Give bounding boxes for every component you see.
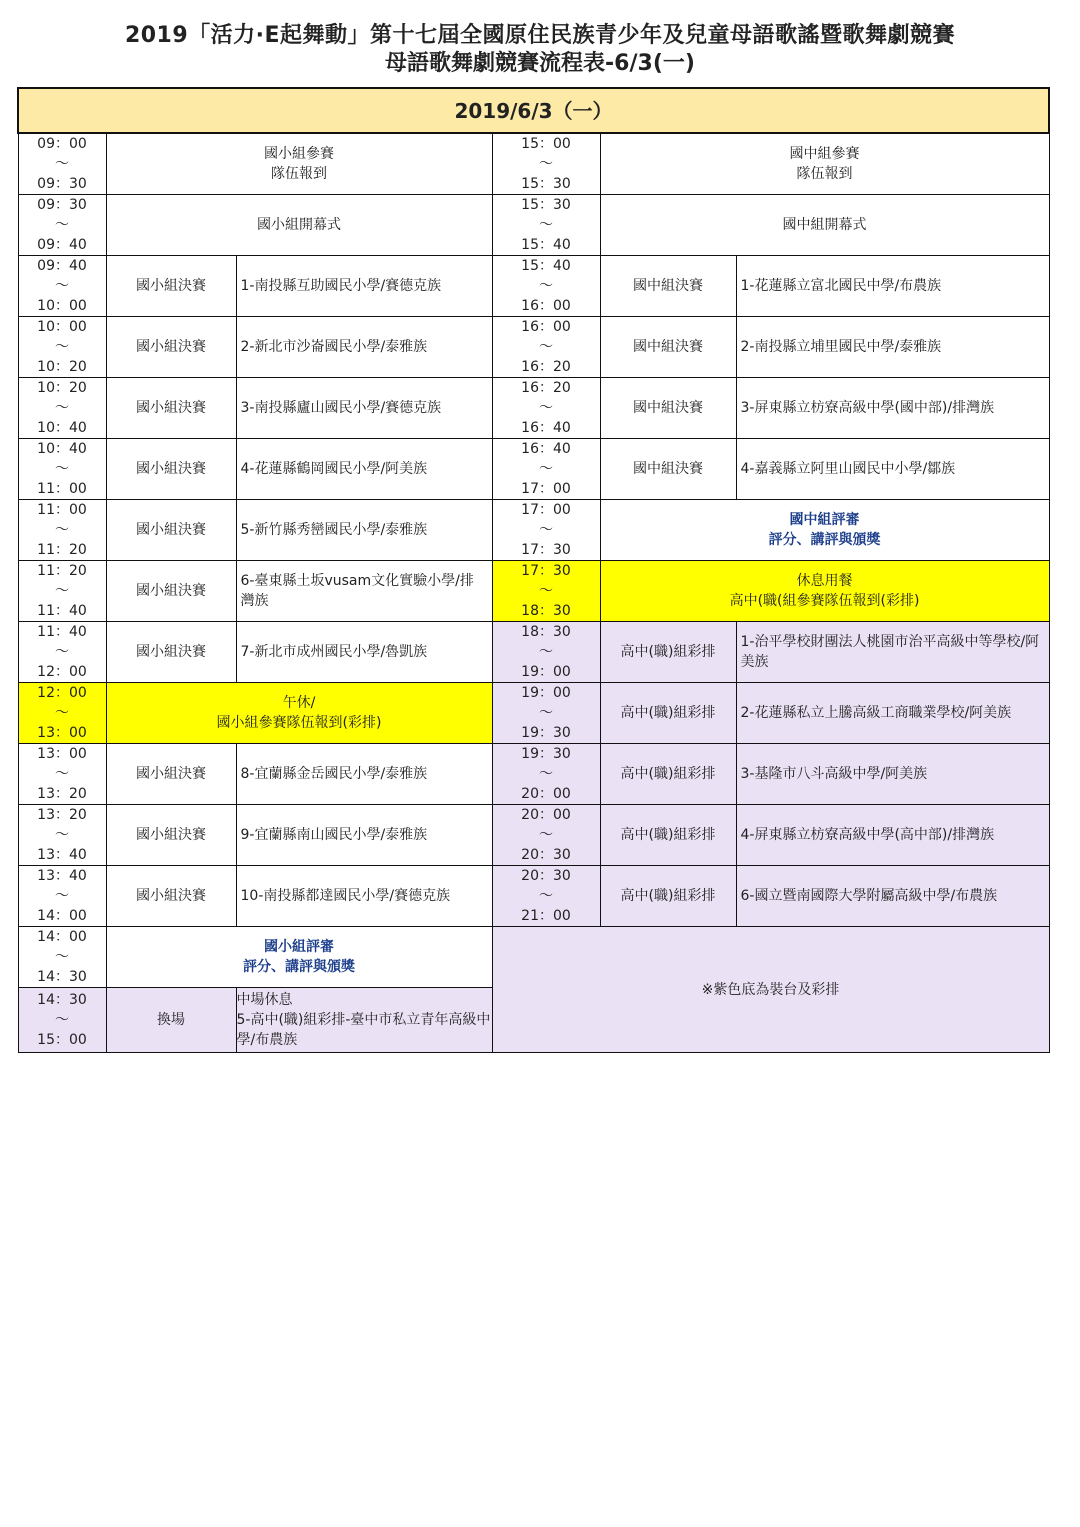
team-cell: 5-新竹縣秀巒國民小學/泰雅族 xyxy=(236,500,492,561)
judging-cell: 國中組評審 評分、講評與頒獎 xyxy=(600,500,1049,561)
category-cell: 國小組決賽 xyxy=(106,561,236,622)
category-cell: 國中組決賽 xyxy=(600,317,736,378)
category-cell: 高中(職)組彩排 xyxy=(600,805,736,866)
time-cell: 11：40 ～ 12：00 xyxy=(18,622,106,683)
team-cell: 2-新北市沙崙國民小學/泰雅族 xyxy=(236,317,492,378)
team-cell: 4-屏東縣立枋寮高級中學(高中部)/排灣族 xyxy=(736,805,1049,866)
team-cell: 2-南投縣立埔里國民中學/泰雅族 xyxy=(736,317,1049,378)
category-cell: 國小組決賽 xyxy=(106,256,236,317)
category-cell: 換場 xyxy=(106,988,236,1053)
team-cell: 3-基隆市八斗高級中學/阿美族 xyxy=(736,744,1049,805)
team-cell: 中場休息 5-高中(職)組彩排-臺中市私立青年高級中學/布農族 xyxy=(236,988,492,1053)
team-cell: 1-南投縣互助國民小學/賽德克族 xyxy=(236,256,492,317)
time-cell: 13：00 ～ 13：20 xyxy=(18,744,106,805)
time-cell: 09：40 ～ 10：00 xyxy=(18,256,106,317)
category-cell: 國小組決賽 xyxy=(106,439,236,500)
time-cell: 19：00 ～ 19：30 xyxy=(492,683,600,744)
category-cell: 國中組決賽 xyxy=(600,439,736,500)
team-cell: 1-治平學校財團法人桃園市治平高級中等學校/阿美族 xyxy=(736,622,1049,683)
time-cell: 10：00 ～ 10：20 xyxy=(18,317,106,378)
title-line-2: 母語歌舞劇競賽流程表-6/3(一) xyxy=(385,51,695,76)
time-cell: 09：00 ～ 09：30 xyxy=(18,133,106,195)
team-cell: 8-宜蘭縣金岳國民小學/泰雅族 xyxy=(236,744,492,805)
team-cell: 7-新北市成州國民小學/魯凱族 xyxy=(236,622,492,683)
time-cell: 15：40 ～ 16：00 xyxy=(492,256,600,317)
time-cell: 09：30 ～ 09：40 xyxy=(18,195,106,256)
break-cell: 午休/ 國小組參賽隊伍報到(彩排) xyxy=(106,683,492,744)
title-line-1: 2019「活力·E起舞動」第十七屆全國原住民族青少年及兒童母語歌謠暨歌舞劇競賽 xyxy=(124,23,956,48)
category-cell: 國小組決賽 xyxy=(106,500,236,561)
category-cell: 國小組決賽 xyxy=(106,378,236,439)
team-cell: 3-屏東縣立枋寮高級中學(國中部)/排灣族 xyxy=(736,378,1049,439)
category-cell: 國中組決賽 xyxy=(600,378,736,439)
time-cell: 11：00 ～ 11：20 xyxy=(18,500,106,561)
team-cell: 10-南投縣都達國民小學/賽德克族 xyxy=(236,866,492,927)
time-cell: 10：40 ～ 11：00 xyxy=(18,439,106,500)
legend-note: ※紫色底為裝台及彩排 xyxy=(492,927,1049,1053)
team-cell: 1-花蓮縣立富北國民中學/布農族 xyxy=(736,256,1049,317)
team-cell: 4-嘉義縣立阿里山國民中小學/鄒族 xyxy=(736,439,1049,500)
category-cell: 高中(職)組彩排 xyxy=(600,744,736,805)
merged-event-cell: 國中組參賽 隊伍報到 xyxy=(600,133,1049,195)
team-cell: 3-南投縣廬山國民小學/賽德克族 xyxy=(236,378,492,439)
category-cell: 國小組決賽 xyxy=(106,622,236,683)
time-cell: 20：00 ～ 20：30 xyxy=(492,805,600,866)
time-cell: 10：20 ～ 10：40 xyxy=(18,378,106,439)
time-cell: 12：00 ～ 13：00 xyxy=(18,683,106,744)
merged-event-cell: 國小組參賽 隊伍報到 xyxy=(106,133,492,195)
category-cell: 國小組決賽 xyxy=(106,317,236,378)
time-cell: 15：00 ～ 15：30 xyxy=(492,133,600,195)
time-cell: 20：30 ～ 21：00 xyxy=(492,866,600,927)
team-cell: 9-宜蘭縣南山國民小學/泰雅族 xyxy=(236,805,492,866)
category-cell: 高中(職)組彩排 xyxy=(600,683,736,744)
schedule-table xyxy=(17,87,1050,1053)
time-cell: 13：40 ～ 14：00 xyxy=(18,866,106,927)
time-cell: 17：00 ～ 17：30 xyxy=(492,500,600,561)
category-cell: 國小組決賽 xyxy=(106,744,236,805)
category-cell: 國小組決賽 xyxy=(106,805,236,866)
time-cell: 17：30 ～ 18：30 xyxy=(492,561,600,622)
judging-cell: 國小組評審 評分、講評與頒獎 xyxy=(106,927,492,988)
time-cell: 16：40 ～ 17：00 xyxy=(492,439,600,500)
category-cell: 國小組決賽 xyxy=(106,866,236,927)
merged-event-cell: 國中組開幕式 xyxy=(600,195,1049,256)
category-cell: 高中(職)組彩排 xyxy=(600,622,736,683)
team-cell: 2-花蓮縣私立上騰高級工商職業學校/阿美族 xyxy=(736,683,1049,744)
team-cell: 4-花蓮縣鶴岡國民小學/阿美族 xyxy=(236,439,492,500)
team-cell: 6-臺東縣土坂vusam文化實驗小學/排灣族 xyxy=(236,561,492,622)
date-header: 2019/6/3（一） xyxy=(18,88,1049,133)
time-cell: 16：00 ～ 16：20 xyxy=(492,317,600,378)
team-cell: 6-國立暨南國際大學附屬高級中學/布農族 xyxy=(736,866,1049,927)
time-cell: 15：30 ～ 15：40 xyxy=(492,195,600,256)
break-cell: 休息用餐 高中(職(組參賽隊伍報到(彩排) xyxy=(600,561,1049,622)
category-cell: 高中(職)組彩排 xyxy=(600,866,736,927)
time-cell: 13：20 ～ 13：40 xyxy=(18,805,106,866)
category-cell: 國中組決賽 xyxy=(600,256,736,317)
time-cell: 19：30 ～ 20：00 xyxy=(492,744,600,805)
time-cell: 11：20 ～ 11：40 xyxy=(18,561,106,622)
time-cell: 18：30 ～ 19：00 xyxy=(492,622,600,683)
time-cell: 16：20 ～ 16：40 xyxy=(492,378,600,439)
time-cell: 14：00 ～ 14：30 xyxy=(18,927,106,988)
time-cell: 14：30 ～ 15：00 xyxy=(18,988,106,1053)
merged-event-cell: 國小組開幕式 xyxy=(106,195,492,256)
